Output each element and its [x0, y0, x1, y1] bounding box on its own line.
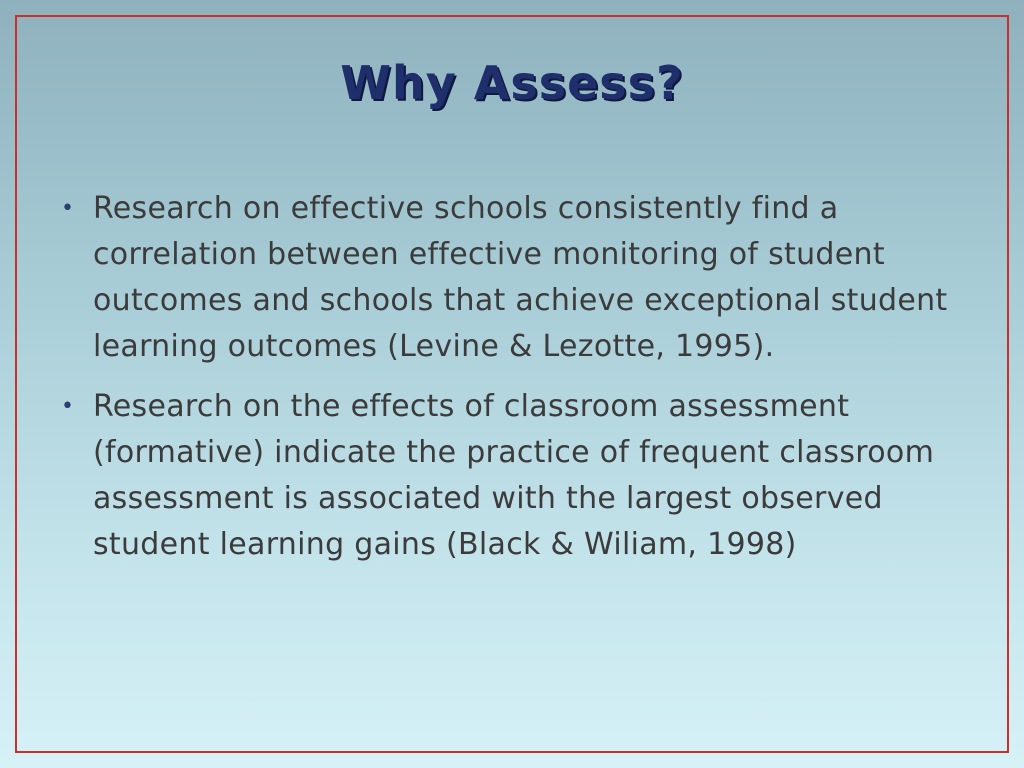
bullet-text: Research on effective schools consistently find a correlation between effective monitoring of student outcomes and schools that achieve exceptional student learning outcomes (Levine & Lezotte, 1995). [93, 191, 948, 364]
bullet-item [58, 384, 963, 568]
bullet-text: Research on the effects of classroom assessment (formative) indicate the practice of frequent classroom assessment is associated with the largest observed student learning gains (Black & Wiliam, 1998) [93, 389, 935, 562]
bullet-list [58, 186, 963, 582]
bullet-dot-icon: • [61, 394, 75, 419]
slide-title: Why Assess? [340, 56, 684, 110]
bullet-item [58, 186, 963, 370]
bullet-dot-icon: • [61, 196, 75, 221]
